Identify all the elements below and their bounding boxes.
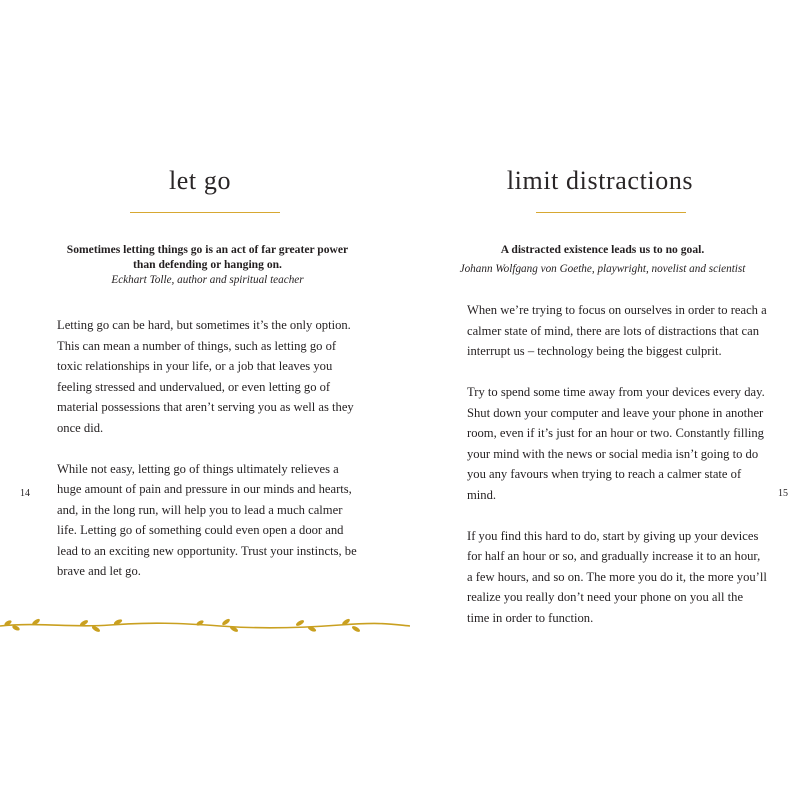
epigraph-quote: Sometimes letting things go is an act of far greater power than defending or hanging on. bbox=[66, 243, 349, 271]
body-paragraph: If you find this hard to do, start by giving up your devices for half an hour or so, and gradually increase it to an hour, a few hours, and so on. The more you do it, the more you’ll realize you really don’t need your phone on you all the time in order to function. bbox=[467, 528, 767, 625]
body-paragraph: While not easy, letting go of things ultimately relieves a huge amount of pain and pressure in our minds and hearts, and, in the long run, will help you to lead a much calmer life. Letting go of something could even open a door and lead to an exciting new opportunity. Trust your instincts, be brave and let go. bbox=[57, 461, 357, 578]
page-title: let go bbox=[168, 166, 232, 195]
vine-ornament-icon bbox=[0, 614, 410, 636]
epigraph-attribution: Eckhart Tolle, author and spiritual teacher bbox=[111, 274, 304, 286]
page-number: 14 bbox=[20, 488, 30, 499]
body-text bbox=[467, 300, 767, 649]
page-title: limit distractions bbox=[506, 166, 694, 195]
title-divider bbox=[536, 212, 686, 213]
body-paragraph: When we’re trying to focus on ourselves in order to reach a calmer state of mind, there are lots of distractions that can interrupt us – technology being the biggest culprit. bbox=[467, 303, 767, 358]
right-page bbox=[400, 0, 800, 800]
body-text bbox=[57, 315, 357, 602]
epigraph-attribution: Johann Wolfgang von Goethe, playwright, novelist and scientist bbox=[459, 263, 746, 275]
epigraph-quote: A distracted existence leads us to no goal. bbox=[500, 243, 705, 256]
body-paragraph: Try to spend some time away from your devices every day. Shut down your computer and leave your phone in another room, even if it’s just for an hour or two. Constantly filling your mind with the news or social media isn’t going to do you any favours when trying to reach a calmer state of mind. bbox=[467, 385, 765, 502]
title-divider bbox=[130, 212, 280, 213]
page-number: 15 bbox=[778, 488, 788, 499]
body-paragraph: Letting go can be hard, but sometimes it’s the only option. This can mean a number of things, such as letting go of toxic relationships in your life, or a job that leaves you feeling stressed and undervalued, or even letting go of material possessions that aren’t serving you as well as they once did. bbox=[57, 318, 354, 435]
